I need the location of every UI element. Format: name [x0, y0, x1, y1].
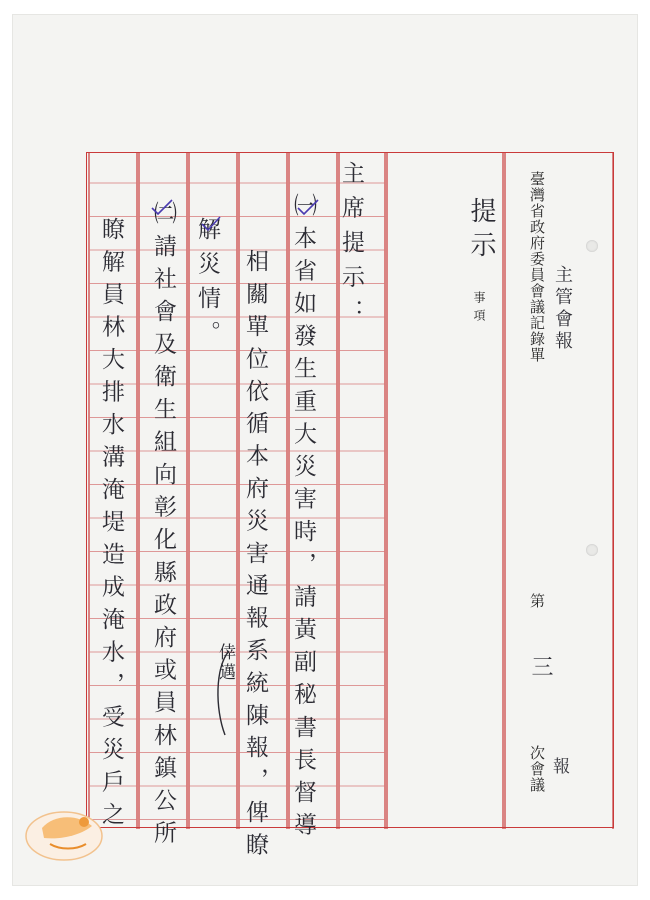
content-column-1: 主席提示： — [338, 161, 364, 334]
item-label-handwritten: 提示 — [466, 197, 496, 265]
content-column-3: 相關單位依循本府災害通報系統陳報，俾瞭 — [242, 249, 268, 865]
check-mark-icon — [295, 197, 321, 219]
meeting-suffix-handwritten: 報 — [549, 757, 569, 774]
check-mark-icon — [149, 197, 175, 219]
item-label: 事項 — [472, 291, 486, 327]
margin-bracket-mark — [211, 649, 235, 739]
form-title: 臺灣省政府委員會議記錄單 — [528, 171, 546, 363]
content-column-6: 瞭解員林大排水溝淹堤造成淹水，受災戶之 — [98, 217, 124, 835]
check-mark-icon — [199, 213, 223, 235]
content-column-4: 解災情。 — [194, 217, 220, 355]
record-form — [86, 152, 614, 865]
content-column-2: ㈠本省如發生重大災害時，請黃副秘書長督導 — [290, 193, 316, 845]
margin-note: 倖邁 — [215, 643, 235, 683]
content-column-5: ㈡請社會及衛生組向彰化縣政府或員林鎮公所 — [150, 201, 176, 853]
meeting-number: 三 — [528, 655, 553, 677]
meeting-prefix: 第 — [528, 593, 546, 609]
meeting-suffix: 次會議 — [528, 745, 546, 793]
orange-seal-stamp-icon — [20, 800, 112, 866]
title-insert-handwritten: 主管會報 — [552, 265, 573, 353]
